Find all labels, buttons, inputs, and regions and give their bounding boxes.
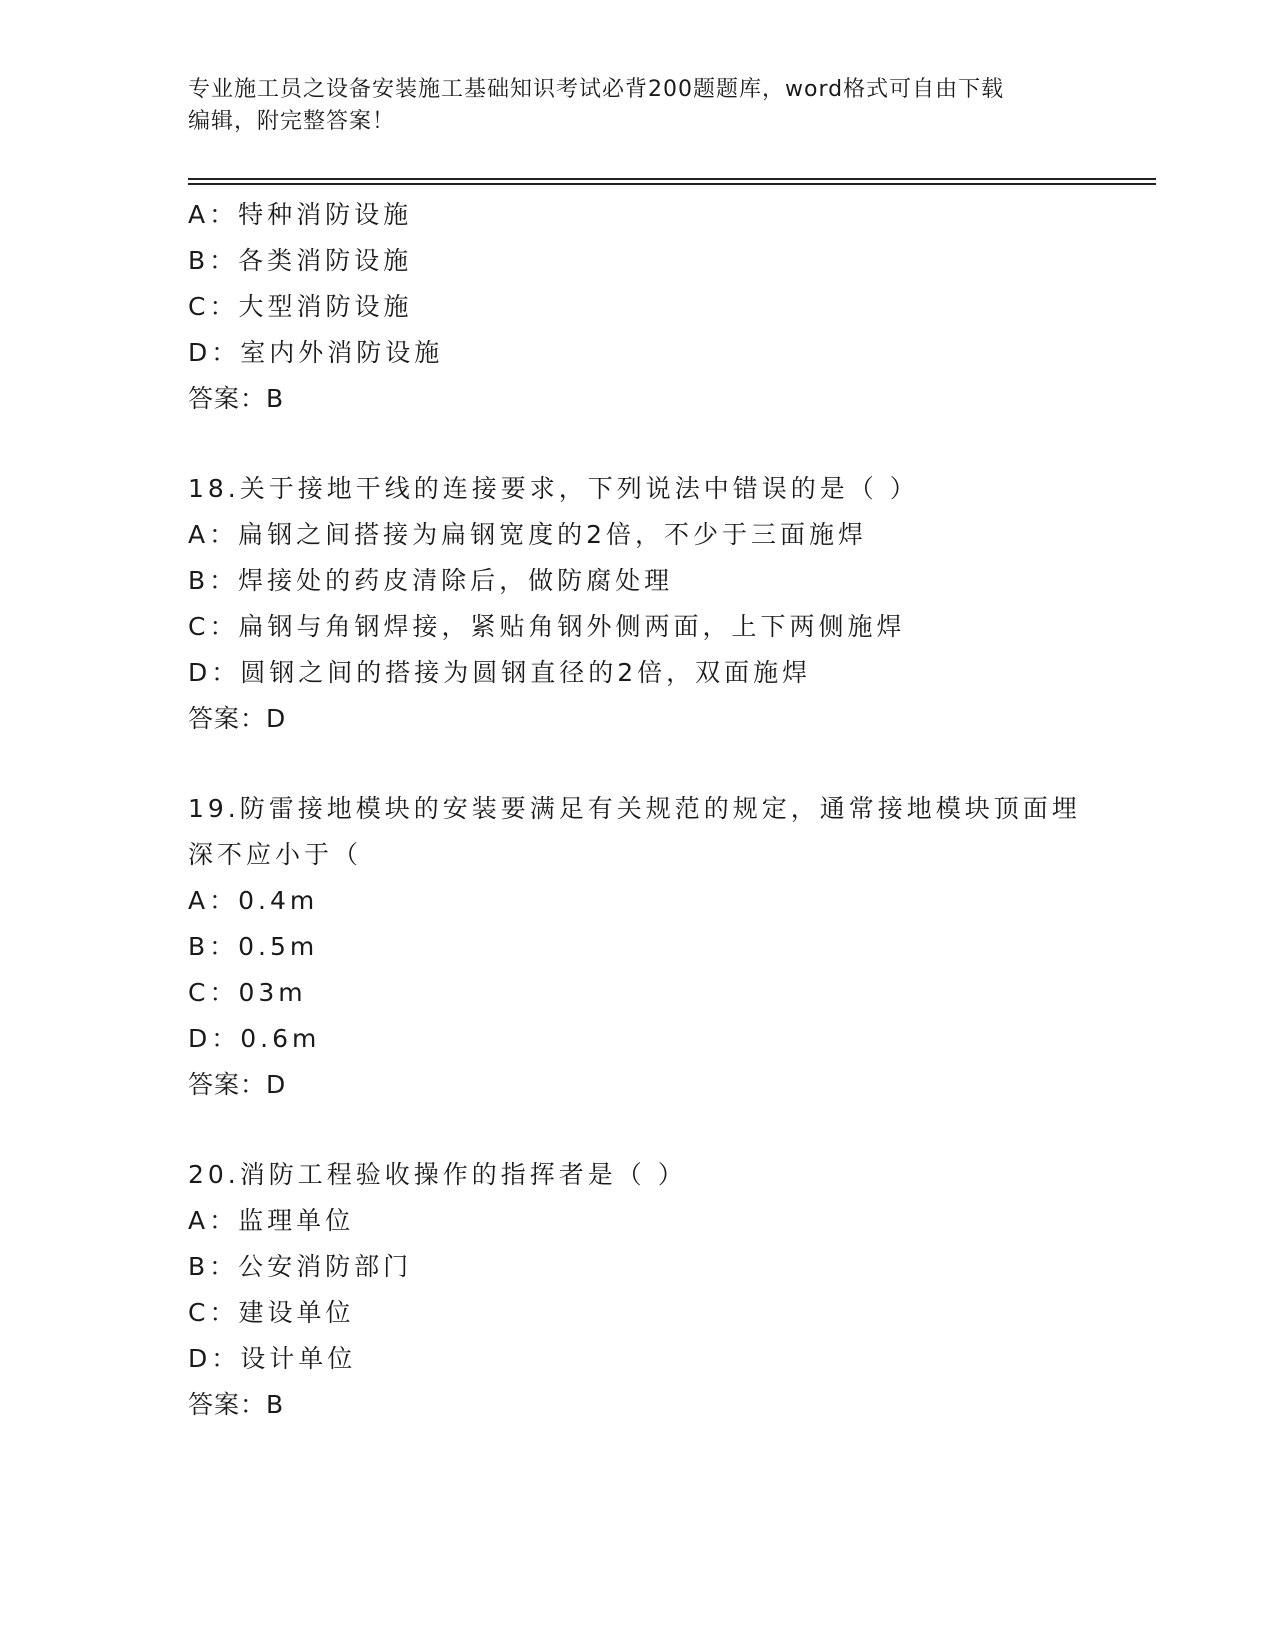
option-d: D：0.6m [188,1024,321,1053]
answer: 答案：D [188,704,287,733]
option-a: A：扁钢之间搭接为扁钢宽度的2倍，不少于三面施焊 [188,520,868,549]
header-divider-top [188,178,1156,180]
question-list [188,192,1108,1428]
question-title-line-2: 深不应小于（ [188,840,363,869]
question-title: 20.消防工程验收操作的指挥者是（ ） [188,1160,687,1189]
option-c: C：大型消防设施 [188,292,413,321]
spacer [188,1108,1108,1152]
header-line-1: 专业施工员之设备安装施工基础知识考试必背200题题库，word格式可自由下载 [188,77,1005,102]
option-b: B：公安消防部门 [188,1252,413,1281]
option-a: A：监理单位 [188,1206,355,1235]
answer: 答案：D [188,1070,287,1099]
header-divider-bottom [188,183,1156,185]
option-b: B：0.5m [188,932,319,961]
answer: 答案：B [188,1390,285,1419]
question-20 [188,1152,1108,1428]
question-18 [188,466,1108,742]
option-c: C：建设单位 [188,1298,355,1327]
option-d: D：圆钢之间的搭接为圆钢直径的2倍，双面施焊 [188,658,812,687]
spacer [188,422,1108,466]
option-a: A：0.4m [188,886,319,915]
option-b: B：焊接处的药皮清除后，做防腐处理 [188,566,674,595]
header-line-2: 编辑，附完整答案！ [188,109,396,134]
option-d: D：室内外消防设施 [188,338,444,367]
option-c: C：扁钢与角钢焊接，紧贴角钢外侧两面，上下两侧施焊 [188,612,906,641]
option-d: D：设计单位 [188,1344,357,1373]
answer: 答案：B [188,384,285,413]
spacer [188,742,1108,786]
question-title-line-1: 19.防雷接地模块的安装要满足有关规范的规定，通常接地模块顶面埋 [188,794,1081,823]
option-c: C：03m [188,978,307,1007]
document-header [188,74,1088,138]
question-19 [188,786,1108,1108]
question-17 [188,192,1108,422]
option-a: A：特种消防设施 [188,200,413,229]
option-b: B：各类消防设施 [188,246,413,275]
question-title: 18.关于接地干线的连接要求，下列说法中错误的是（ ） [188,474,919,503]
